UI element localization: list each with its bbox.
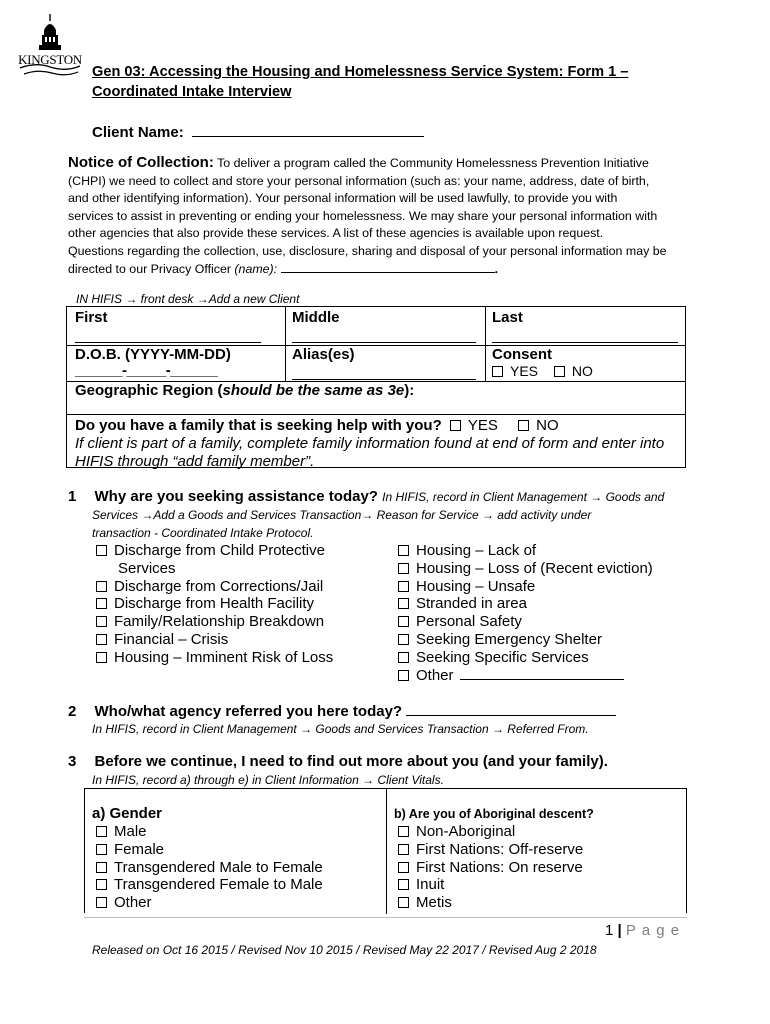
- option-label: Housing – Lack of: [416, 542, 537, 559]
- dob-field[interactable]: ______-_____-______: [75, 362, 218, 379]
- option-label: Housing – Imminent Risk of Loss: [114, 648, 334, 666]
- other-reason-field[interactable]: [460, 667, 624, 680]
- consent-no-checkbox[interactable]: [554, 366, 565, 377]
- client-name-label: Client Name:: [92, 124, 184, 141]
- notice-line-4: other agencies that also provide these services. A list of these agencies is available upon request.: [68, 226, 604, 241]
- option-label: Financial – Crisis: [114, 630, 229, 648]
- gender-checkbox[interactable]: [96, 897, 107, 908]
- question-1: [68, 488, 758, 505]
- alias-field[interactable]: [292, 365, 476, 380]
- consent-label: Consent: [492, 346, 552, 363]
- option-label: Family/Relationship Breakdown: [114, 613, 325, 631]
- q2-note: In HIFIS, record in Client Management → Goods and Services Transaction → Referred From.: [92, 722, 589, 736]
- option-label: Housing – Unsafe: [416, 577, 536, 595]
- aboriginal-option-label: Inuit: [416, 876, 445, 894]
- notice-line-1: (CHPI) we need to collect and store your personal information (such as: your name, address, date of birth,: [68, 173, 650, 188]
- middle-name-label: Middle: [292, 309, 340, 326]
- q3-question: Before we continue, I need to find out more about you (and your family).: [94, 753, 608, 770]
- q3-number: 3: [68, 753, 77, 770]
- geographic-region-label: Geographic Region (should be the same as 3e):: [75, 382, 415, 399]
- question-3: [68, 753, 608, 770]
- option-checkbox[interactable]: [96, 634, 107, 645]
- client-name-row: [92, 122, 424, 141]
- aboriginal-checkbox[interactable]: [398, 862, 409, 873]
- logo-text: KINGSTON: [18, 52, 82, 67]
- option-checkbox[interactable]: [96, 598, 107, 609]
- first-name-label: First: [75, 309, 108, 326]
- form-title: [92, 62, 628, 102]
- family-note: If client is part of a family, complete family information found at end of form and enter into HIFIS through “add family member”.: [75, 435, 665, 470]
- q1-note-2: Services →Add a Goods and Services Transaction→ Reason for Service → add activity under: [92, 508, 592, 522]
- aboriginal-option-label: Non-Aboriginal: [416, 823, 516, 840]
- option-label: Personal Safety: [416, 613, 522, 631]
- option-label: Seeking Emergency Shelter: [416, 630, 602, 648]
- client-info-table: [66, 306, 686, 468]
- alias-label: Alias(es): [292, 346, 355, 363]
- title-line-1: Gen 03: Accessing the Housing and Homelessness Service System: Form 1 –: [92, 64, 629, 80]
- page-number: 1 | P a g e: [605, 922, 681, 939]
- consent-yes-checkbox[interactable]: [492, 366, 503, 377]
- page-word: P a g e: [625, 922, 681, 939]
- consent-yes-label: YES: [510, 363, 539, 379]
- family-no-checkbox[interactable]: [518, 420, 529, 431]
- option-label: Stranded in area: [416, 595, 527, 613]
- notice-line-3: services to assist in preventing or ending your homelessness. We may share your personal information with: [68, 208, 658, 223]
- option-label: Housing – Loss of (Recent eviction): [416, 559, 653, 577]
- first-name-field[interactable]: [75, 328, 261, 343]
- gender-title: a) Gender: [92, 805, 163, 822]
- gender-option-label: Male: [114, 823, 147, 840]
- client-name-field[interactable]: [192, 122, 424, 137]
- footer-rule: [84, 917, 687, 918]
- notice-line-0: To deliver a program called the Community Homelessness Prevention Initiative: [217, 156, 649, 170]
- family-yes-label: YES: [467, 417, 498, 434]
- notice-last-prefix: directed to our Privacy Officer: [68, 261, 235, 276]
- last-name-field[interactable]: [492, 328, 678, 343]
- gender-option-label: Other: [114, 894, 152, 912]
- title-line-2: Coordinated Intake Interview: [92, 84, 292, 100]
- option-checkbox[interactable]: [398, 670, 409, 681]
- aboriginal-checkbox[interactable]: [398, 879, 409, 890]
- aboriginal-option-label: First Nations: Off-reserve: [416, 840, 584, 858]
- question-2: [68, 703, 616, 720]
- last-name-label: Last: [492, 309, 523, 326]
- option-label: Discharge from Child Protective: [114, 542, 325, 559]
- q1-note-3: transaction - Coordinated Intake Protocol.: [92, 525, 314, 540]
- option-label: Seeking Specific Services: [416, 648, 589, 666]
- page-number-value: 1: [605, 922, 614, 939]
- option-checkbox[interactable]: [398, 598, 409, 609]
- gender-checkbox[interactable]: [96, 844, 107, 855]
- option-checkbox[interactable]: [96, 545, 107, 556]
- gender-option-label: Transgendered Female to Male: [114, 876, 323, 894]
- option-label: Discharge from Corrections/Jail: [114, 577, 324, 595]
- notice-line-5: Questions regarding the collection, use, disclosure, sharing and disposal of your personal information may be: [68, 243, 667, 258]
- family-yes-checkbox[interactable]: [450, 420, 461, 431]
- option-checkbox[interactable]: [398, 634, 409, 645]
- option-label: Discharge from Health Facility: [114, 595, 315, 613]
- aboriginal-title: b) Are you of Aboriginal descent?: [394, 807, 594, 821]
- family-no-label: NO: [536, 417, 559, 434]
- gender-option-label: Transgendered Male to Female: [114, 858, 323, 876]
- notice-heading: Notice of Collection:: [68, 154, 214, 171]
- q2-number: 2: [68, 703, 77, 720]
- consent-no-label: NO: [571, 363, 593, 379]
- aboriginal-checkbox[interactable]: [398, 826, 409, 837]
- q1-note-1: In HIFIS, record in Client Management → Goods and: [382, 490, 665, 504]
- kingston-logo: [14, 12, 86, 82]
- aboriginal-checkbox[interactable]: [398, 844, 409, 855]
- option-checkbox[interactable]: [398, 652, 409, 663]
- q3-note: In HIFIS, record a) through e) in Client Information → Client Vitals.: [92, 773, 444, 787]
- option-label: Other: [416, 666, 454, 684]
- aboriginal-option-label: Metis: [416, 894, 452, 912]
- middle-name-field[interactable]: [292, 328, 476, 343]
- aboriginal-option-label: First Nations: On reserve: [416, 858, 583, 876]
- option-checkbox[interactable]: [398, 581, 409, 592]
- family-question: Do you have a family that is seeking help with you?: [75, 417, 442, 434]
- option-checkbox[interactable]: [96, 616, 107, 627]
- option-label: Services: [118, 559, 176, 577]
- notice-last-name-label: (name):: [234, 261, 278, 276]
- option-checkbox[interactable]: [398, 545, 409, 556]
- gender-section: [92, 805, 323, 912]
- gender-checkbox[interactable]: [96, 879, 107, 890]
- q1-left-options: [96, 542, 333, 667]
- option-checkbox[interactable]: [96, 581, 107, 592]
- q2-question: Who/what agency referred you here today?: [94, 703, 403, 720]
- q1-right-options: [398, 542, 653, 684]
- gender-checkbox[interactable]: [96, 826, 107, 837]
- aboriginal-checkbox[interactable]: [398, 897, 409, 908]
- hifis-note: IN HIFIS → front desk →Add a new Client: [76, 292, 300, 306]
- aboriginal-section: [394, 805, 594, 912]
- q1-number: 1: [68, 488, 77, 505]
- dob-label: D.O.B. (YYYY-MM-DD): [75, 346, 231, 363]
- family-question-row: [75, 417, 559, 434]
- notice-of-collection: Notice of Collection: To deliver a program called the Community Homelessness Prevention Initiative (CHPI) we need to collect and store your personal information (such as: your name, address, date of birth, and other identifying information). Your personal information will be used lawfully, to provide you with services to assist in preventing or ending your homelessness. We may share your personal information with other agencies that also provide these services. A list of these agencies is available upon request. Questions regarding the collection, use, disclosure, sharing and disposal of your personal information may be directed to our Privacy Officer (name): .: [68, 154, 758, 278]
- option-checkbox[interactable]: [96, 652, 107, 663]
- gender-checkbox[interactable]: [96, 862, 107, 873]
- privacy-officer-field[interactable]: [281, 261, 495, 273]
- q1-question: Why are you seeking assistance today?: [94, 488, 378, 505]
- notice-line-2: and other identifying information). Your personal information will be used lawfully, to provide you with: [68, 191, 618, 206]
- revision-history: Released on Oct 16 2015 / Revised Nov 10 2015 / Revised May 22 2017 / Revised Aug 2 2018: [92, 943, 597, 957]
- gender-option-label: Female: [114, 840, 165, 858]
- city-hall-logo-icon: [14, 12, 86, 82]
- option-checkbox[interactable]: [398, 563, 409, 574]
- consent-options: [492, 363, 593, 379]
- referral-agency-field[interactable]: [406, 703, 616, 716]
- q1-note-continued: [92, 507, 591, 542]
- option-checkbox[interactable]: [398, 616, 409, 627]
